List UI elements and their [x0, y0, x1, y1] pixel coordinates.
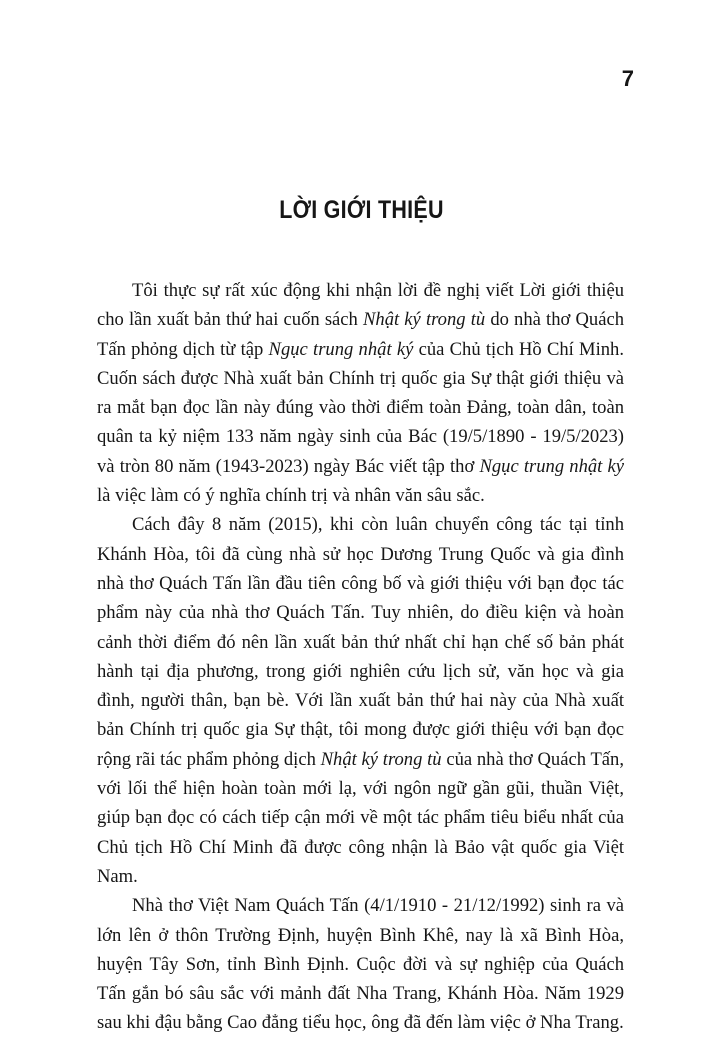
italic-text-segment: Nhật ký trong tù: [320, 748, 442, 770]
paragraph: [97, 276, 624, 510]
text-segment: của nhà thơ Quách Tấn, với lối thể hiện hoàn toàn mới lạ, với ngôn ngữ gần gũi, thuần Việt, giúp bạn đọc có cách tiếp cận mới về một tác phẩm tiêu biểu nhất của Chủ tịch Hồ Chí Minh đã được công nhận là Bảo vật quốc gia Việt Nam.: [97, 748, 624, 887]
italic-text-segment: Ngục trung nhật ký: [268, 338, 414, 360]
italic-text-segment: Nhật ký trong tù: [363, 309, 486, 331]
text-segment: Tôi thực sự rất xúc động khi nhận lời đề nghị viết Lời giới thiệu cho lần xuất bản thứ hai cuốn sách: [97, 280, 624, 331]
italic-text-segment: Ngục trung nhật ký: [479, 455, 624, 477]
text-segment: là việc làm có ý nghĩa chính trị và nhân văn sâu sắc.: [97, 485, 485, 507]
text-segment: do nhà thơ Quách Tấn phỏng dịch từ tập: [97, 309, 625, 360]
body-text: [97, 276, 624, 1038]
paragraph: [97, 510, 624, 891]
text-segment: Cách đây 8 năm (2015), khi còn luân chuyển công tác tại tỉnh Khánh Hòa, tôi đã cùng nhà sử học Dương Trung Quốc và gia đình nhà thơ Quách Tấn lần đầu tiên công bố và giới thiệu với bạn đọc tác phẩm này của nhà thơ Quách Tấn. Tuy nhiên, do điều kiện và hoàn cảnh thời điểm đó nên lần xuất bản thứ nhất chỉ hạn chế số bản phát hành tại địa phương, trong giới nghiên cứu lịch sử, văn học và gia đình, người thân, bạn bè. Với lần xuất bản thứ hai này của Nhà xuất bản Chính trị quốc gia Sự thật, tôi mong được giới thiệu với bạn đọc rộng rãi tác phẩm phỏng dịch: [97, 514, 624, 770]
page-title: LỜI GIỚI THIỆU: [279, 196, 444, 224]
text-segment: Nhà thơ Việt Nam Quách Tấn (4/1/1910 - 21/12/1992) sinh ra và lớn lên ở thôn Trường Định, huyện Bình Khê, nay là xã Bình Hòa, huyện Tây Sơn, tỉnh Bình Định. Cuộc đời và sự nghiệp của Quách Tấn gắn bó sâu sắc với mảnh đất Nha Trang, Khánh Hòa. Năm 1929 sau khi đậu bằng Cao đẳng tiểu học, ông đã đến làm việc ở Nha Trang.: [97, 895, 624, 1034]
text-segment: của Chủ tịch Hồ Chí Minh. Cuốn sách được Nhà xuất bản Chính trị quốc gia Sự thật giới thiệu và ra mắt bạn đọc lần này đúng vào thời điểm toàn Đảng, toàn dân, toàn quân ta kỷ niệm 133 năm ngày sinh của Bác (19/5/1890 - 19/5/2023) và tròn 80 năm (1943-2023) ngày Bác viết tập thơ: [97, 338, 624, 477]
page-number: 7: [621, 66, 634, 91]
paragraph: [97, 891, 624, 1037]
